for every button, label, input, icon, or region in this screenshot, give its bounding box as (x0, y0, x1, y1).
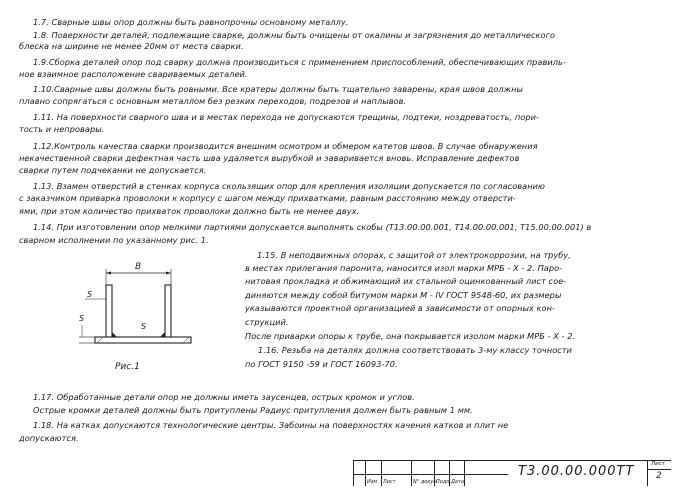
para-1-15-line-5: указываются проектной организацией в зависимости от опорных кон- (245, 303, 556, 313)
title-block-signature-label: Подп. (436, 479, 452, 485)
para-1-15-line-7: После приварки опоры к трубе, она покрывается изолом марки МРБ - Х - 2. (245, 331, 576, 341)
title-block-sheet-col-label: Лист (383, 479, 396, 485)
para-1-14-line-2: сварном исполнении по указанному рис. 1. (19, 235, 209, 245)
para-1-15-line-6: струкций. (245, 317, 289, 327)
title-block-col-1 (353, 460, 354, 486)
figure-label-s-left: S (79, 314, 85, 323)
para-1-11-line-1: 1.11. На поверхности сварного шва и в местах перехода не допускаются трещины, подтеки, ноздреватость, пори- (33, 112, 539, 122)
figure-1-drawing (75, 255, 225, 360)
para-1-15-line-4: диняются между собой битумом марки М - IV ГОСТ 9548-60, их размеры (245, 290, 562, 300)
figure-label-s-right: S (141, 322, 147, 331)
para-1-16-line-1: 1.16. Резьба на деталях должна соответствовать 3-му классу точности (258, 345, 572, 355)
para-1-17-line-1: 1.17. Обработанные детали опор не должны иметь заусенцев, острых кромок и углов. (33, 392, 415, 402)
figure-1-caption: Рис.1 (115, 362, 140, 372)
title-block (353, 460, 671, 486)
para-1-9-line-2: ное взаимное расположение свариваемых деталей. (19, 69, 248, 79)
title-block-docno-label: N° докум. (413, 479, 439, 485)
para-1-15-line-3: нитовая прокладка и обжимающий их стальной оцинкованный лист сое- (245, 276, 567, 286)
sheet-number: 2 (656, 471, 662, 481)
para-1-9-line-1: 1.9.Сборка деталей опор под сварку должна производиться с применением приспособлений, обеспечивающих правиль- (33, 57, 566, 67)
sheet-label: Лист (651, 461, 665, 467)
para-1-8-line-1: 1.8. Поверхности деталей, подлежащие сварке, должны быть очищены от окалины и загрязнения до металлического (33, 30, 556, 40)
title-block-col-3 (381, 460, 382, 486)
figure-label-s-top: S (87, 290, 93, 299)
title-block-change-label: Изм (367, 479, 378, 485)
para-1-10-line-2: плавно сопрягаться с основным металлом без резких переходов, подрезов и наплывов. (19, 96, 407, 106)
para-1-16-line-2: по ГОСТ 9150 -59 и ГОСТ 16093-70. (245, 359, 398, 369)
title-block-date-label: Дата (451, 479, 464, 485)
title-block-top-line (353, 460, 671, 461)
para-1-13-line-1: 1.13. Взамен отверстий в стенках корпуса скользящих опор для крепления изоляции допускается по согласованию (33, 181, 545, 191)
title-block-mid-line-sheet (647, 469, 671, 470)
figure-label-b: В (135, 262, 142, 272)
para-1-13-line-2: с заказчиком приварка проволоки к корпусу с шагом между прихватками, равным расстоянию между отверсти- (19, 193, 516, 203)
para-1-18-line-2: допускаются. (19, 433, 79, 443)
para-1-13-line-3: ями, при этом количество прихваток проволоки должно быть не менее двух. (19, 206, 360, 216)
para-1-12-line-3: сварки путем подчеканки не допускается. (19, 165, 207, 175)
para-1-15-line-1: 1.15. В неподвижных опорах, с защитой от электрокоррозии, на трубу, (257, 250, 571, 260)
document-number: Т3.00.00.000ТТ (518, 464, 635, 479)
title-block-col-7 (464, 460, 465, 486)
para-1-12-line-2: некачественной сварки дефектная часть шва удаляется вырубкой и заваривается вновь. Исправление дефектов (19, 153, 520, 163)
title-block-mid-line (353, 474, 508, 475)
para-1-8-line-2: блеска на ширине не менее 20мм от места сварки. (19, 41, 244, 51)
para-1-11-line-2: тость и непровары. (19, 124, 105, 134)
para-1-17-line-2: Острые кромки деталей должны быть притуплены Радиус притупления должен быть равным 1 мм. (33, 405, 473, 415)
para-1-14-line-1: 1.14. При изготовлении опор мелкими партиями допускается выполнять скобы (Т13.00.00.001, Т14.00.00.001, Т15.00.00.001) в (33, 222, 592, 232)
para-1-15-line-2: в местах прилегания паронита, наносится изол марки МРБ - Х - 2. Паро- (245, 263, 563, 273)
para-1-12-line-1: 1.12.Контроль качества сварки производится внешним осмотром и обмером катетов швов. В случае обнаружения (33, 141, 538, 151)
title-block-col-2 (365, 460, 366, 486)
title-block-col-sheet (647, 460, 648, 486)
para-1-7-line-1: 1.7. Сварные швы опор должны быть равнопрочны основному металлу. (33, 17, 349, 27)
para-1-18-line-1: 1.18. На катках допускаются технологические центры. Забоины на поверхностях качения катков и плит не (33, 420, 509, 430)
para-1-10-line-1: 1.10.Сварные швы должны быть ровными. Все кратеры должны быть тщательно заварены, края швов должны (33, 84, 524, 94)
title-block-col-4 (411, 460, 412, 486)
